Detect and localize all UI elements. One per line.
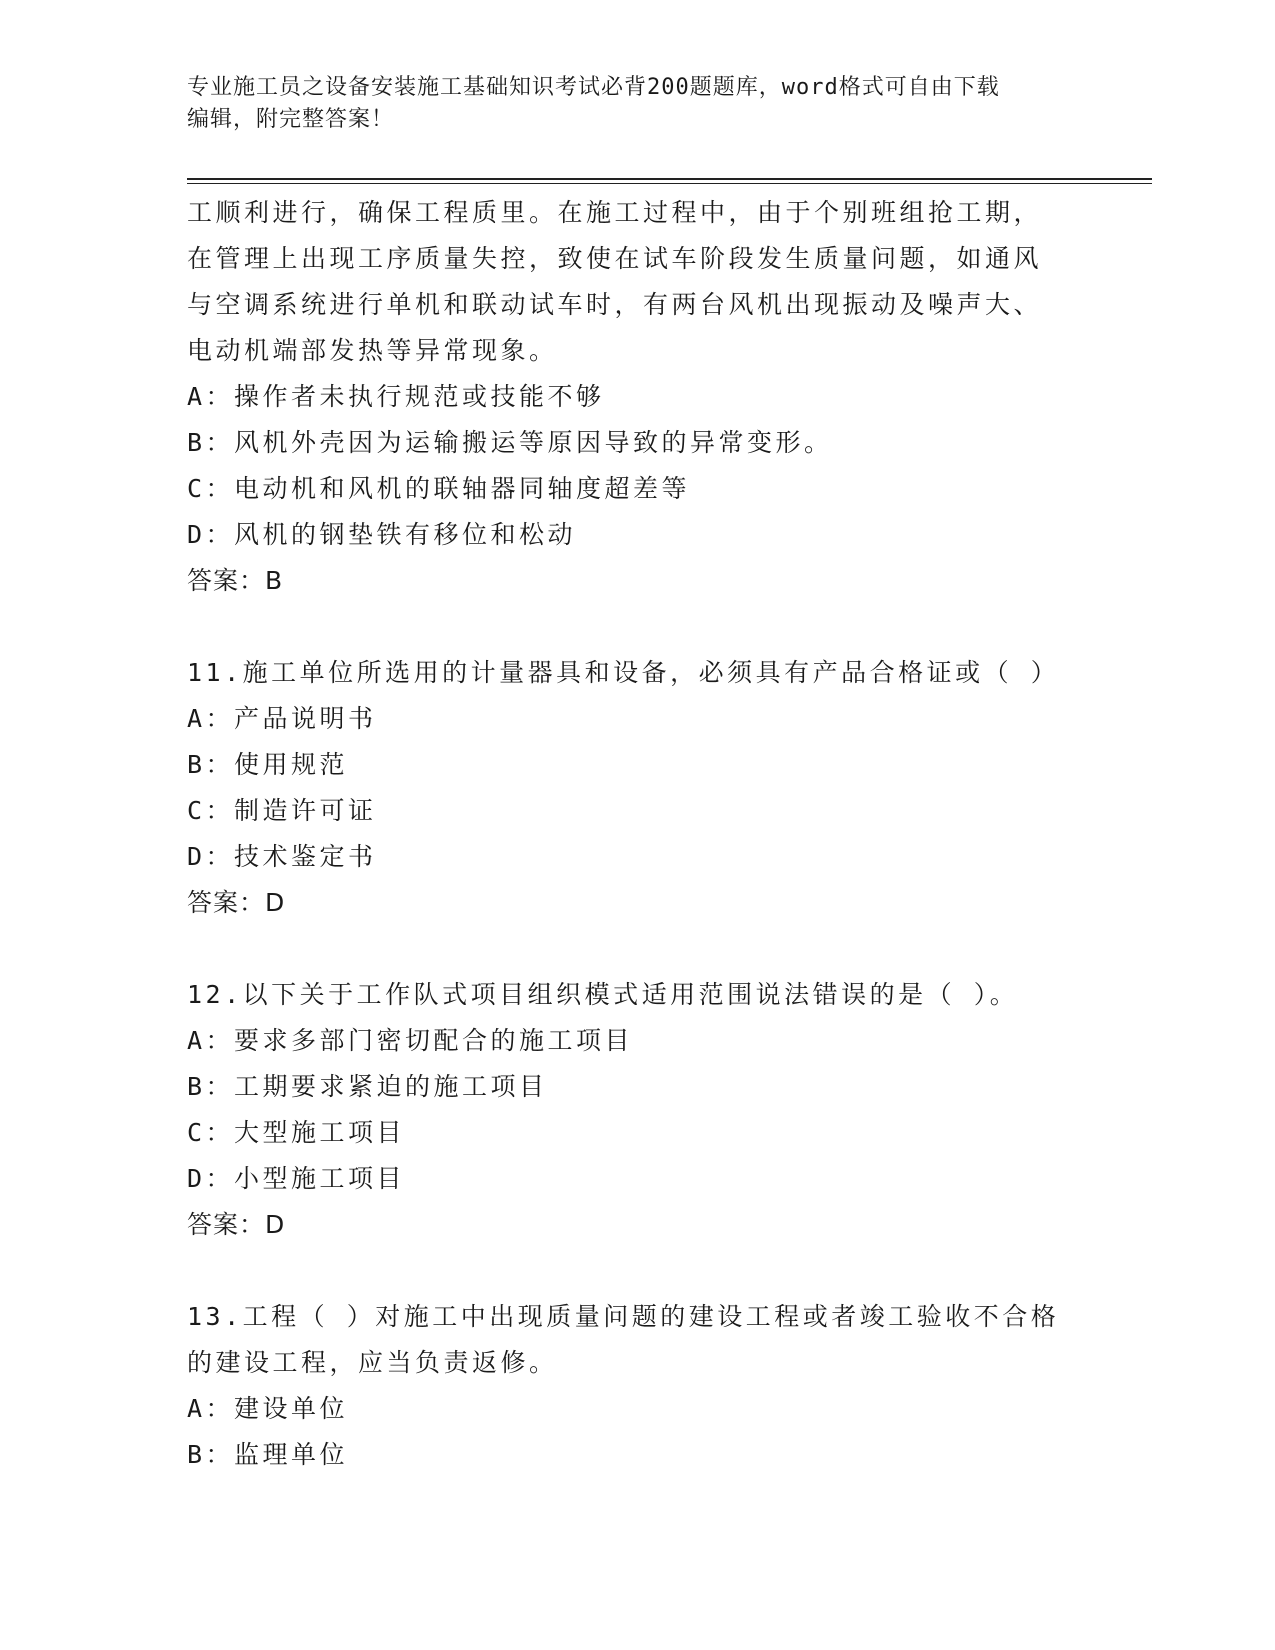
- question-10: [187, 190, 1087, 604]
- question-11: [187, 650, 1087, 926]
- question-stem-line: 工顺利进行，确保工程质里。在施工过程中，由于个别班组抢工期，: [187, 198, 1043, 227]
- question-stem-line: 的建设工程，应当负责返修。: [187, 1348, 558, 1377]
- spacer: [187, 604, 1087, 650]
- question-stem-line: 与空调系统进行单机和联动试车时，有两台风机出现振动及噪声大、: [187, 290, 1043, 319]
- option-d: D：小型施工项目: [187, 1164, 406, 1193]
- option-a: A：要求多部门密切配合的施工项目: [187, 1026, 634, 1055]
- option-a: A：操作者未执行规范或技能不够: [187, 382, 605, 411]
- document-body: [187, 190, 1087, 1478]
- option-d: D：技术鉴定书: [187, 842, 377, 871]
- answer-line: 答案：D: [187, 888, 286, 917]
- question-12: [187, 972, 1087, 1248]
- option-b: B：监理单位: [187, 1440, 349, 1469]
- question-stem-line: 电动机端部发热等异常现象。: [187, 336, 558, 365]
- question-13: [187, 1294, 1087, 1478]
- header-divider-thin: [187, 183, 1152, 184]
- spacer: [187, 1248, 1087, 1294]
- spacer: [187, 926, 1087, 972]
- question-stem-line: 在管理上出现工序质量失控，致使在试车阶段发生质量问题，如通风: [187, 244, 1043, 273]
- option-a: A：建设单位: [187, 1394, 349, 1423]
- header-divider-thick: [187, 178, 1152, 180]
- document-header: [187, 72, 1087, 136]
- option-b: B：风机外壳因为运输搬运等原因导致的异常变形。: [187, 428, 833, 457]
- option-a: A：产品说明书: [187, 704, 377, 733]
- option-b: B：使用规范: [187, 750, 349, 779]
- option-c: C：制造许可证: [187, 796, 377, 825]
- option-d: D：风机的钢垫铁有移位和松动: [187, 520, 577, 549]
- answer-line: 答案：B: [187, 566, 284, 595]
- option-b: B：工期要求紧迫的施工项目: [187, 1072, 548, 1101]
- header-title-line-1: 专业施工员之设备安装施工基础知识考试必背200题题库，word格式可自由下载: [187, 75, 1000, 100]
- option-c: C：大型施工项目: [187, 1118, 406, 1147]
- option-c: C：电动机和风机的联轴器同轴度超差等: [187, 474, 691, 503]
- question-stem-line: 11.施工单位所选用的计量器具和设备，必须具有产品合格证或（ ）: [187, 658, 1060, 687]
- header-title-line-2: 编辑，附完整答案！: [187, 107, 395, 132]
- question-stem-line: 12.以下关于工作队式项目组织模式适用范围说法错误的是（ ）。: [187, 980, 1019, 1009]
- answer-line: 答案：D: [187, 1210, 286, 1239]
- question-stem-line: 13.工程（ ）对施工中出现质量问题的建设工程或者竣工验收不合格: [187, 1302, 1060, 1331]
